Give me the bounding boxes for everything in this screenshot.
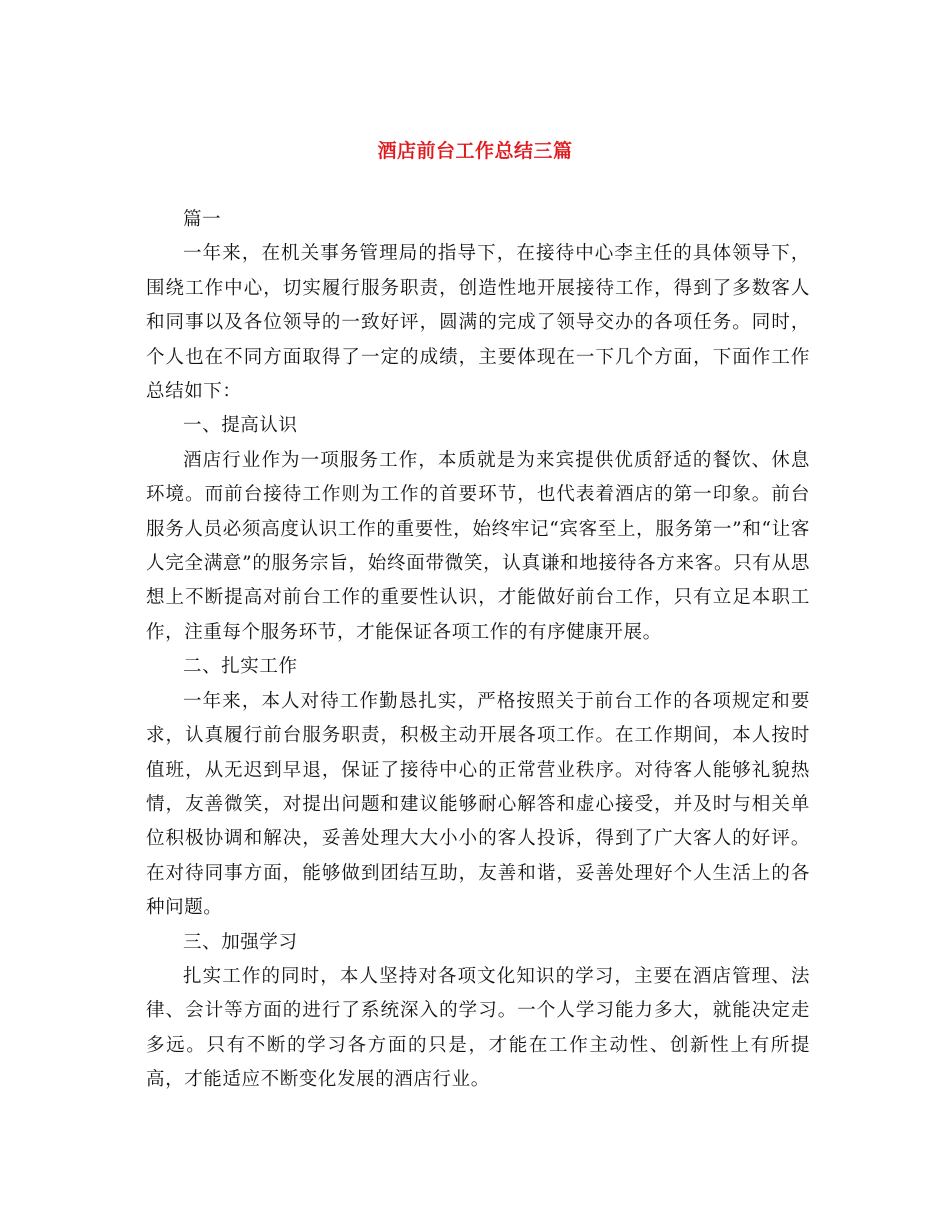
- section-heading-solid-work: 二、扎实工作: [183, 656, 298, 678]
- document-title: 酒店前台工作总结三篇: [377, 140, 573, 162]
- section-heading-improve-awareness: 一、提高认识: [183, 415, 298, 437]
- document-body: [146, 203, 810, 1098]
- section-heading-part-one: 篇一: [183, 209, 222, 230]
- body-paragraph: 扎实工作的同时，本人坚持对各项文化知识的学习，主要在酒店管理、法律、会计等方面的进行了系统深入的学习。一个人学习能力多大，就能决定走多远。只有不断的学习各方面的只是，才能在工作主动性、创新性上有所提高，才能适应不断变化发展的酒店行业。: [146, 965, 810, 1091]
- section-heading-strengthen-learning: 三、加强学习: [183, 931, 298, 953]
- body-paragraph: 一年来，本人对待工作勤恳扎实，严格按照关于前台工作的各项规定和要求，认真履行前台服务职责，积极主动开展各项工作。在工作期间，本人按时值班，从无迟到早退，保证了接待中心的正常营业秩序。对待客人能够礼貌热情，友善微笑，对提出问题和建议能够耐心解答和虚心接受，并及时与相关单位积极协调和解决，妥善处理大大小小的客人投诉，得到了广大客人的好评。在对待同事方面，能够做到团结互助，友善和谐，妥善处理好个人生活上的各种问题。: [146, 690, 810, 919]
- body-paragraph: 一年来，在机关事务管理局的指导下，在接待中心李主任的具体领导下，围绕工作中心，切实履行服务职责，创造性地开展接待工作，得到了多数客人和同事以及各位领导的一致好评，圆满的完成了领导交办的各项任务。同时，个人也在不同方面取得了一定的成绩，主要体现在一下几个方面，下面作工作总结如下：: [146, 243, 810, 403]
- body-paragraph: 酒店行业作为一项服务工作，本质就是为来宾提供优质舒适的餐饮、休息环境。而前台接待工作则为工作的首要环节，也代表着酒店的第一印象。前台服务人员必须高度认识工作的重要性，始终牢记“宾客至上，服务第一”和“让客人完全满意”的服务宗旨，始终面带微笑，认真谦和地接待各方来客。只有从思想上不断提高对前台工作的重要性认识，才能做好前台工作，只有立足本职工作，注重每个服务环节，才能保证各项工作的有序健康开展。: [146, 449, 810, 643]
